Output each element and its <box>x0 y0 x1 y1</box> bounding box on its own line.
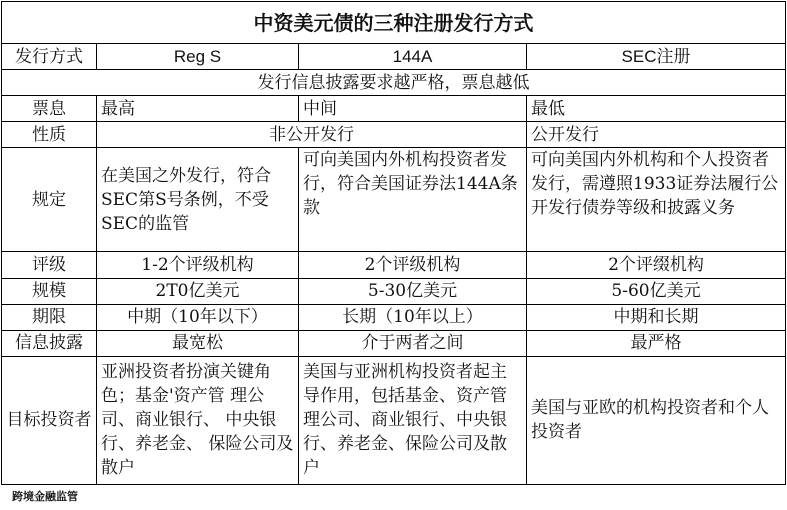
row-label-rules: 规定 <box>2 148 97 252</box>
table-title: 中资美元债的三种注册发行方式 <box>2 2 786 44</box>
term-144a: 长期（10年以上） <box>299 304 527 330</box>
rules-reg-s: 在美国之外发行，符合SEC第S号条例，不受SEC的监管 <box>97 148 299 252</box>
row-label-scale: 规模 <box>2 278 97 304</box>
disclosure-note: 发行信息披露要求越严格，票息越低 <box>2 70 786 96</box>
investors-144a: 美国与亚洲机构投资者起主导作用，包括基金、资产管理公司、商业银行、中央银行、养老金、保险公司及散户 <box>299 356 527 484</box>
term-reg-s: 中期（10年以下） <box>97 304 299 330</box>
row-label-coupon: 票息 <box>2 96 97 122</box>
investors-reg-s: 亚洲投资者扮演关键角色；基金'资产管 理公司、商业银行、 中央银行、养老金、 保险公司及散户 <box>97 356 299 484</box>
rules-144a: 可向美国内外机构投资者发行，符合美国证券法144A条款 <box>299 148 527 252</box>
investors-sec: 美国与亚欧的机构投资者和个人投资者 <box>527 356 786 484</box>
row-label-rating: 评级 <box>2 252 97 278</box>
col-header-sec: SEC注册 <box>527 44 786 70</box>
coupon-reg-s: 最高 <box>97 96 299 122</box>
disclosure-reg-s: 最宽松 <box>97 330 299 356</box>
col-header-144a: 144A <box>299 44 527 70</box>
nature-private: 非公开发行 <box>97 122 527 148</box>
bond-issuance-table <box>1 1 786 485</box>
rating-144a: 2个评级机构 <box>299 252 527 278</box>
disclosure-sec: 最严格 <box>527 330 786 356</box>
row-label-issuance-method: 发行方式 <box>2 44 97 70</box>
scale-sec: 5-60亿美元 <box>527 278 786 304</box>
scale-reg-s: 2T0亿美元 <box>97 278 299 304</box>
row-label-nature: 性质 <box>2 122 97 148</box>
source-label: 跨境金融监管 <box>12 490 78 503</box>
col-header-reg-s: Reg S <box>97 44 299 70</box>
term-sec: 中期和长期 <box>527 304 786 330</box>
coupon-144a: 中间 <box>299 96 527 122</box>
nature-public: 公开发行 <box>527 122 786 148</box>
row-label-disclosure: 信息披露 <box>2 330 97 356</box>
scale-144a: 5-30亿美元 <box>299 278 527 304</box>
rating-sec: 2个评缀机构 <box>527 252 786 278</box>
rules-sec: 可向美国内外机构和个人投资者发行，需遵照1933证券法履行公开发行债券等级和披露义务 <box>527 148 786 252</box>
rating-reg-s: 1-2个评级机构 <box>97 252 299 278</box>
row-label-term: 期限 <box>2 304 97 330</box>
disclosure-144a: 介于两者之间 <box>299 330 527 356</box>
coupon-sec: 最低 <box>527 96 786 122</box>
row-label-investors: 目标投资者 <box>2 356 97 484</box>
